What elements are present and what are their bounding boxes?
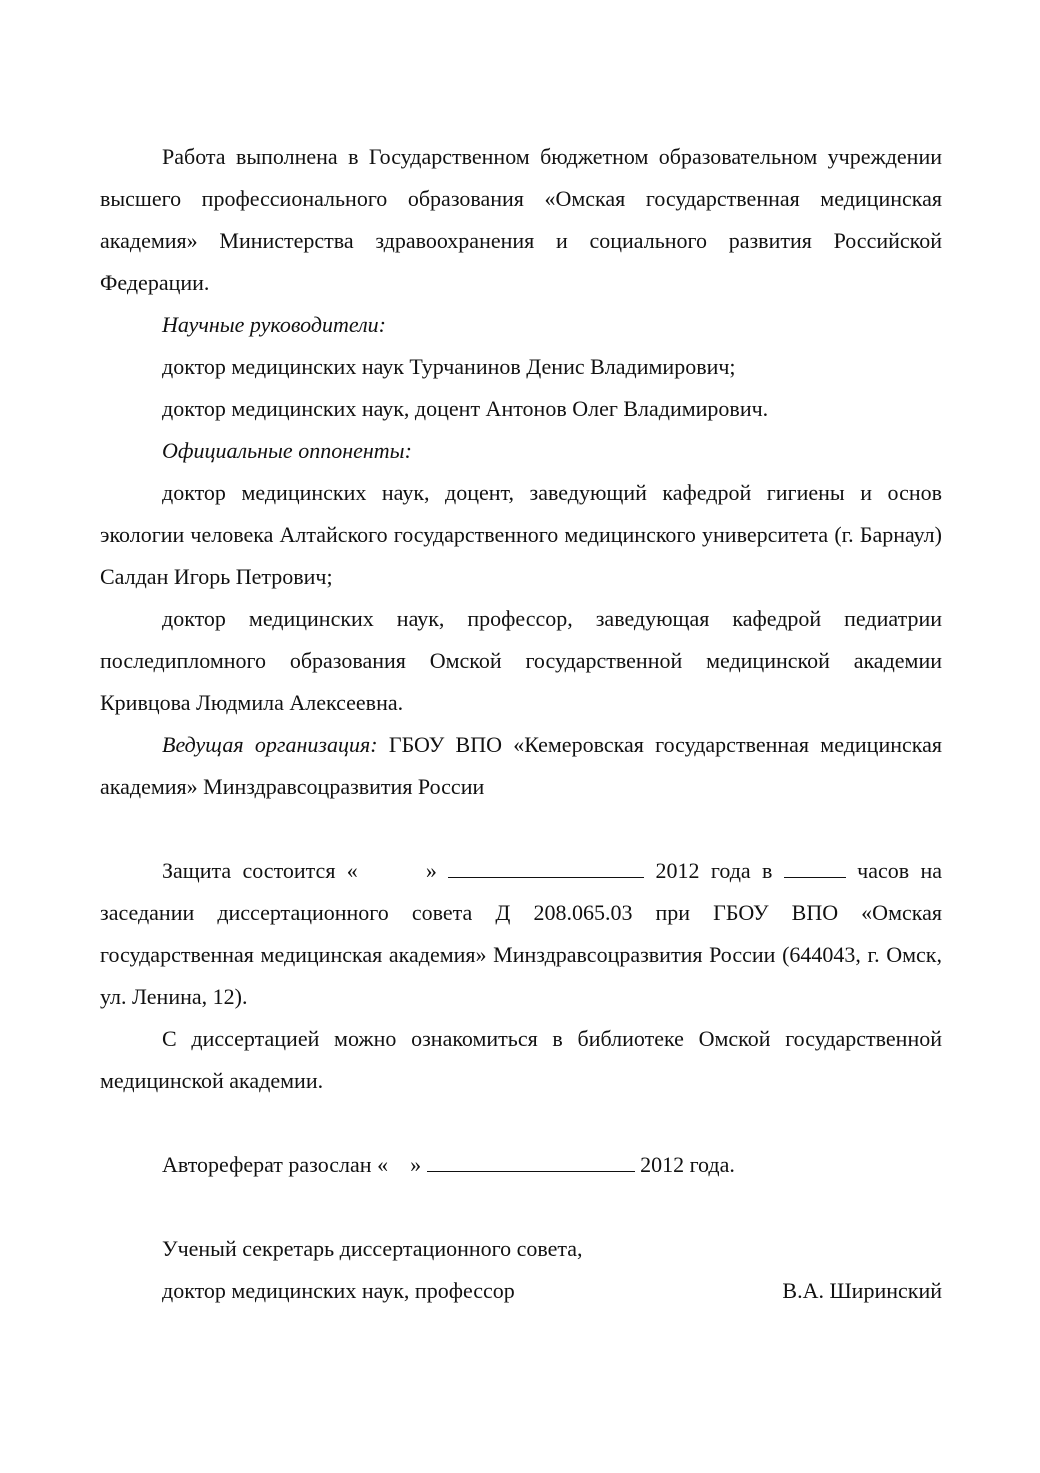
spacer <box>100 1102 942 1144</box>
abstract-sent-line <box>100 1144 942 1186</box>
leading-org-label: Ведущая организация: <box>162 732 378 757</box>
abstract-sent-text-2: 2012 года. <box>634 1152 735 1177</box>
opponent-2: доктор медицинских наук, профессор, заведующая кафедрой педиатрии последипломного образования Омской государственной медицинской академии Кривцова Людмила Алексеевна. <box>100 606 942 715</box>
defense-text-2: 2012 года в <box>644 858 784 883</box>
supervisor-1: доктор медицинских наук Турчанинов Денис Владимирович; <box>162 354 736 379</box>
supervisors-heading: Научные руководители: <box>162 312 386 337</box>
document-page <box>100 136 942 1312</box>
abstract-sent-date-blank <box>427 1153 635 1172</box>
work-paragraph: Работа выполнена в Государственном бюджетном образовательном учреждении высшего профессионального образования «Омская государственная медицинская академия» Министерства здравоохранения и социального развития Российской Федерации. <box>100 144 942 295</box>
signature-line <box>100 1270 942 1312</box>
defense-paragraph <box>100 850 942 1018</box>
leading-org-text: ГБОУ ВПО «Кемеровская государственная медицинская академия» Минздравсоцразвития России <box>100 732 942 799</box>
signature-position: доктор медицинских наук, профессор <box>162 1278 515 1303</box>
defense-hour-blank <box>784 859 846 878</box>
spacer <box>100 1186 942 1228</box>
signature-name: В.А. Ширинский <box>782 1278 942 1303</box>
defense-date-blank <box>448 859 644 878</box>
opponent-1: доктор медицинских наук, доцент, заведующий кафедрой гигиены и основ экологии человека Алтайского государственного медицинского университета (г. Барнаул) Салдан Игорь Петрович; <box>100 480 942 589</box>
library-paragraph: С диссертацией можно ознакомиться в библиотеке Омской государственной медицинской академии. <box>100 1026 942 1093</box>
defense-text-3: часов на заседании диссертационного совета Д 208.065.03 при ГБОУ ВПО «Омская государственная медицинская академия» Минздравсоцразвития России (644043, г. Омск, ул. Ленина, 12). <box>100 858 942 1009</box>
spacer <box>100 808 942 850</box>
defense-text-1: Защита состоится « » <box>162 858 449 883</box>
supervisor-2: доктор медицинских наук, доцент Антонов Олег Владимирович. <box>162 396 769 421</box>
leading-organization <box>100 724 942 808</box>
signature-title: Ученый секретарь диссертационного совета, <box>162 1236 583 1261</box>
abstract-sent-text-1: Автореферат разослан « » <box>162 1152 427 1177</box>
opponents-heading: Официальные оппоненты: <box>162 438 412 463</box>
